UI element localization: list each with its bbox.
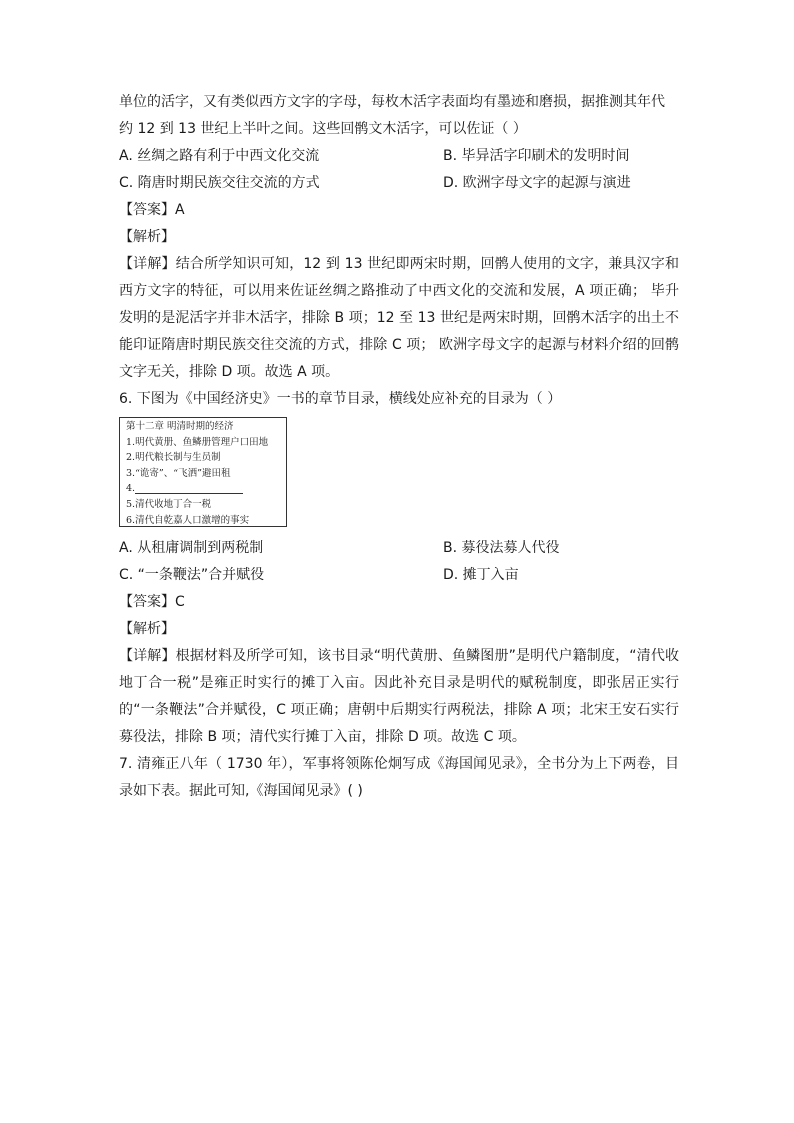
q5-stem-line-1: 单位的活字，又有类似西方文字的字母，每枚木活字表面均有墨迹和磨损，据推测其年代 xyxy=(119,94,665,110)
q6-answer: 【答案】C xyxy=(119,594,185,610)
q6-option-a: A. 从租庸调制到两税制 xyxy=(119,540,264,556)
q5-options-row-1 xyxy=(119,143,679,170)
toc-blank-line xyxy=(135,483,243,494)
toc-item-5: 5.清代收地丁合一税 xyxy=(126,498,212,510)
toc-item-3: 3.“诡寄”、“飞洒”避田租 xyxy=(126,467,231,479)
toc-title: 第十二章 明清时期的经济 xyxy=(126,421,234,432)
q5-analysis-heading: 【解析】 xyxy=(119,229,175,245)
toc-item-6: 6.清代自乾嘉人口激增的事实 xyxy=(126,514,250,526)
q6-options-row-1 xyxy=(119,535,679,562)
q6-option-c: C. “一条鞭法”合并赋役 xyxy=(119,567,265,583)
q5-option-d: D. 欧洲字母文字的起源与演进 xyxy=(443,175,631,191)
toc-item-4-number: 4. xyxy=(126,483,136,495)
q5-answer: 【答案】A xyxy=(119,202,185,218)
q6-option-d: D. 摊丁入亩 xyxy=(443,567,519,583)
q5-option-a: A. 丝绸之路有利于中西文化交流 xyxy=(119,148,320,164)
toc-item-1: 1.明代黄册、鱼鳞册管理户口田地 xyxy=(126,436,269,448)
toc-item-4 xyxy=(126,481,286,497)
q5-option-b: B. 毕异活字印刷术的发明时间 xyxy=(443,148,630,164)
q5-detail: 【详解】结合所学知识可知，12 到 13 世纪即两宋时期，回鹘人使用的文字，兼具汉字和西方文字的特征，可以用来佐证丝绸之路推动了中西文化的交流和发展，A 项正确； 毕升发明的是泥活字并非木活字，排除 B 项；12 至 13 世纪是两宋时期，回鹘木活字的出土不能印证隋唐时期民族交往交流的方式，排除 C 项； 欧洲字母文字的起源与材料介绍的回鹘文字无关，排除 D 项。故选 A 项。 xyxy=(119,256,679,380)
q5-option-c: C. 隋唐时期民族交往交流的方式 xyxy=(119,175,320,191)
q6-analysis-heading: 【解析】 xyxy=(119,621,175,637)
q5-options-row-2 xyxy=(119,170,679,197)
q6-options-row-2 xyxy=(119,562,679,589)
q6-table-of-contents-figure xyxy=(119,417,287,527)
document-page xyxy=(119,89,679,805)
q5-stem-line-2: 约 12 到 13 世纪上半叶之间。这些回鹘文木活字，可以佐证（ ） xyxy=(119,121,527,137)
toc-item-2: 2.明代粮长制与生员制 xyxy=(126,452,221,464)
q7-stem: 7. 清雍正八年（ 1730 年），军事将领陈伦炯写成《海国闻见录》，全书分为上下两卷，目录如下表。据此可知,《海国闻见录》( ) xyxy=(119,756,679,799)
q6-stem: 6. 下图为《中国经济史》一书的章节目录，横线处应补充的目录为（ ） xyxy=(119,391,562,407)
q6-detail: 【详解】根据材料及所学可知，该书目录“明代黄册、鱼鳞图册”是明代户籍制度，“清代收地丁合一税”是雍正时实行的摊丁入亩。因此补充目录是明代的赋税制度，即张居正实行的“一条鞭法”合并赋役，C 项正确；唐朝中后期实行两税法，排除 A 项；北宋王安石实行募役法，排除 B 项；清代实行摊丁入亩，排除 D 项。故选 C 项。 xyxy=(119,648,679,745)
q6-option-b: B. 募役法募人代役 xyxy=(443,540,560,556)
